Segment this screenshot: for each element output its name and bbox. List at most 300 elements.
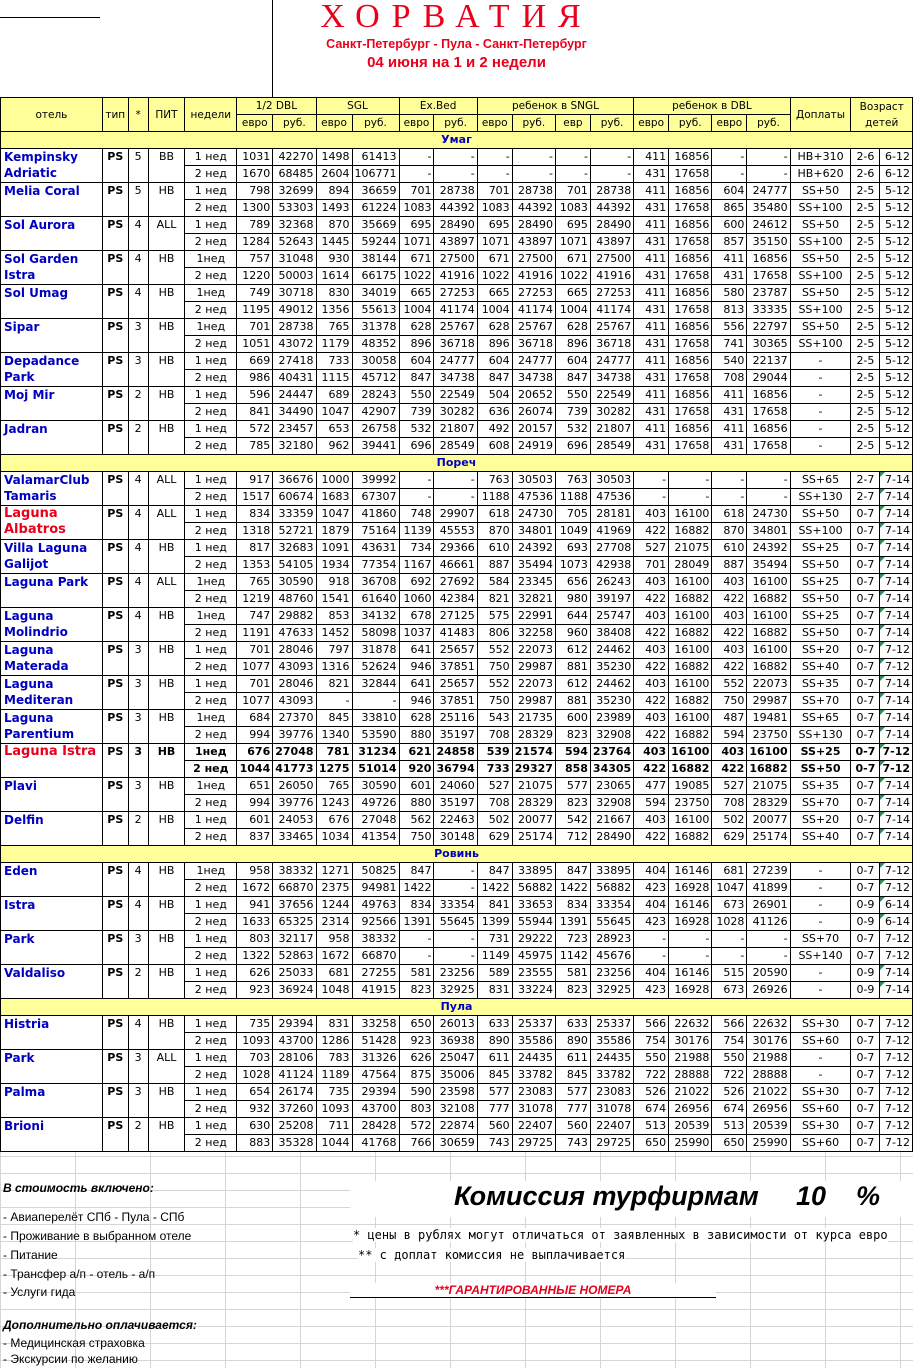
price-cell: 601 (399, 778, 434, 795)
price-cell: 22549 (434, 387, 477, 404)
price-cell: 674 (634, 1101, 669, 1118)
price-cell: 5-12 (880, 234, 913, 251)
weeks-cell: 2 нед (185, 948, 237, 965)
col-eur: евро (316, 115, 352, 132)
price-cell: 750 (399, 829, 434, 846)
price-cell: 610 (477, 540, 512, 557)
price-cell: 43897 (512, 234, 555, 251)
price-cell: 2-5 (851, 319, 880, 336)
weeks-cell: 1 нед (185, 421, 237, 438)
price-cell: 0-7 (851, 829, 880, 846)
table-row (1, 285, 913, 302)
price-cell: 1077 (237, 693, 273, 710)
table-row (1, 744, 913, 761)
price-cell: 693 (555, 540, 590, 557)
price-cell: 1073 (555, 557, 590, 574)
price-cell: 7-12 (880, 1101, 913, 1118)
price-cell: 711 (316, 1118, 352, 1135)
price-cell: 2-5 (851, 268, 880, 285)
price-cell: 1422 (477, 880, 512, 897)
price-cell: 32117 (273, 931, 316, 948)
table-row (1, 319, 913, 336)
extra-cell: SS+50 (790, 183, 851, 200)
extra-cell: SS+20 (790, 642, 851, 659)
price-cell: 24777 (590, 353, 633, 370)
price-cell: 28738 (590, 183, 633, 200)
price-cell: 24447 (273, 387, 316, 404)
price-cell: 1934 (316, 557, 352, 574)
price-cell: 16882 (747, 761, 790, 778)
price-cell: 27048 (352, 812, 399, 829)
price-cell: 51428 (352, 1033, 399, 1050)
price-cell: 28329 (747, 795, 790, 812)
price-cell: 29725 (512, 1135, 555, 1152)
price-cell: 651 (237, 778, 273, 795)
col-rub: руб. (273, 115, 316, 132)
price-cell: 25208 (273, 1118, 316, 1135)
price-cell: 654 (237, 1084, 273, 1101)
price-cell: 0-7 (851, 744, 880, 761)
weeks-cell: 1 нед (185, 676, 237, 693)
price-cell: 36924 (273, 982, 316, 999)
price-cell: 41916 (590, 268, 633, 285)
price-cell: 845 (316, 710, 352, 727)
price-cell: 16882 (747, 659, 790, 676)
price-table (0, 97, 913, 1152)
price-cell: 31078 (590, 1101, 633, 1118)
price-cell: 16100 (669, 506, 712, 523)
price-cell: 527 (634, 540, 669, 557)
price-cell: 404 (634, 863, 669, 880)
price-cell: 1047 (316, 506, 352, 523)
price-cell: 29044 (747, 370, 790, 387)
price-cell: 35230 (590, 693, 633, 710)
col-eur: евр (555, 115, 590, 132)
price-cell: 590 (399, 1084, 434, 1101)
price-cell: 29725 (590, 1135, 633, 1152)
extra-cell: SS+130 (790, 489, 851, 506)
price-cell: 708 (712, 370, 747, 387)
price-cell: 36708 (352, 574, 399, 591)
price-cell: 17658 (669, 336, 712, 353)
price-cell: 33782 (512, 1067, 555, 1084)
price-cell: 25174 (512, 829, 555, 846)
price-cell: 403 (712, 608, 747, 625)
price-cell: 28888 (669, 1067, 712, 1084)
price-cell: 7-14 (880, 591, 913, 608)
hotel-stars: 2 (128, 421, 148, 455)
price-cell: 43093 (273, 659, 316, 676)
price-cell: 16882 (669, 829, 712, 846)
region-row (1, 846, 913, 863)
hotel-stars: 4 (128, 608, 148, 642)
price-cell: 36659 (352, 183, 399, 200)
price-cell: 7-14 (880, 778, 913, 795)
price-cell: 881 (555, 693, 590, 710)
commission-unit: % (856, 1181, 881, 1211)
price-cell: 6-12 (880, 166, 913, 183)
price-cell: 676 (237, 744, 273, 761)
weeks-cell: 1нед (185, 710, 237, 727)
table-row (1, 353, 913, 370)
price-cell: 26013 (434, 1016, 477, 1033)
price-cell: 502 (477, 812, 512, 829)
price-cell: 701 (634, 557, 669, 574)
price-cell: 7-12 (880, 642, 913, 659)
price-cell: 708 (712, 795, 747, 812)
price-cell: 32368 (273, 217, 316, 234)
price-cell: 552 (477, 676, 512, 693)
extra-cell: SS+30 (790, 1118, 851, 1135)
price-cell: 20590 (747, 965, 790, 982)
price-cell: 16856 (747, 387, 790, 404)
price-cell: 22073 (512, 676, 555, 693)
price-cell: 834 (555, 897, 590, 914)
price-cell: 628 (555, 319, 590, 336)
price-cell: 671 (399, 251, 434, 268)
price-cell: 30590 (352, 778, 399, 795)
price-cell: 411 (634, 387, 669, 404)
price-cell: 28549 (434, 438, 477, 455)
price-cell: 0-7 (851, 659, 880, 676)
price-cell: 41969 (590, 523, 633, 540)
price-cell: 566 (712, 1016, 747, 1033)
price-cell: - (634, 489, 669, 506)
price-cell: 1049 (555, 523, 590, 540)
price-cell: 44392 (434, 200, 477, 217)
price-cell: 722 (712, 1067, 747, 1084)
price-cell: 1004 (477, 302, 512, 319)
price-cell: 2314 (316, 914, 352, 931)
price-cell: 30503 (512, 472, 555, 489)
price-cell: 847 (555, 370, 590, 387)
price-cell: 403 (634, 812, 669, 829)
price-cell: 50003 (273, 268, 316, 285)
price-cell: 581 (399, 965, 434, 982)
price-cell: 577 (555, 778, 590, 795)
price-cell: 77354 (352, 557, 399, 574)
extra-cell: SS+25 (790, 574, 851, 591)
price-cell: 431 (712, 268, 747, 285)
price-cell: 701 (399, 183, 434, 200)
price-cell: 765 (316, 778, 352, 795)
price-cell: 7-14 (880, 727, 913, 744)
price-cell: - (634, 931, 669, 948)
price-cell: 0-7 (851, 795, 880, 812)
price-cell: 5-12 (880, 370, 913, 387)
hotel-stars: 4 (128, 1016, 148, 1050)
price-cell: 41354 (352, 829, 399, 846)
price-cell: 431 (634, 404, 669, 421)
hotel-type: PS (102, 319, 128, 353)
price-cell: 689 (316, 387, 352, 404)
price-cell: 55645 (434, 914, 477, 931)
weeks-cell: 2 нед (185, 1135, 237, 1152)
price-cell: 611 (477, 1050, 512, 1067)
price-cell: 40431 (273, 370, 316, 387)
price-cell: 16928 (669, 982, 712, 999)
price-cell: 26901 (747, 897, 790, 914)
price-cell: 1004 (399, 302, 434, 319)
price-cell: 750 (477, 693, 512, 710)
price-cell: 1188 (477, 489, 512, 506)
price-cell: 26074 (512, 404, 555, 421)
price-cell: 22073 (747, 676, 790, 693)
weeks-cell: 1 нед (185, 1118, 237, 1135)
price-cell: 831 (316, 1016, 352, 1033)
hotel-meal: HB (148, 353, 185, 387)
price-cell: 5-12 (880, 336, 913, 353)
hotel-type: PS (102, 863, 128, 897)
price-cell: 48352 (352, 336, 399, 353)
hotel-type: PS (102, 1016, 128, 1050)
extra-cell: - (790, 421, 851, 438)
price-cell: 16100 (747, 574, 790, 591)
price-cell: 7-14 (880, 812, 913, 829)
region-row (1, 132, 913, 149)
table-row (1, 387, 913, 404)
price-cell: 20652 (512, 387, 555, 404)
price-cell: 67307 (352, 489, 399, 506)
price-cell: 674 (712, 1101, 747, 1118)
price-cell: 870 (316, 217, 352, 234)
price-cell: 43700 (273, 1033, 316, 1050)
price-cell: 27418 (273, 353, 316, 370)
col-child-sngl: ребенок в SNGL (477, 98, 633, 115)
price-cell: 5-12 (880, 251, 913, 268)
price-cell: 33782 (590, 1067, 633, 1084)
price-cell: 31878 (352, 642, 399, 659)
price-cell: - (712, 166, 747, 183)
price-cell: 7-14 (880, 506, 913, 523)
price-cell: 17658 (747, 268, 790, 285)
price-cell: 1517 (237, 489, 273, 506)
hotel-name: Villa Laguna Galijot (1, 540, 103, 574)
price-cell: 16856 (669, 319, 712, 336)
price-cell: 2-5 (851, 438, 880, 455)
hotel-type: PS (102, 574, 128, 608)
price-cell: 722 (634, 1067, 669, 1084)
price-cell: 650 (634, 1135, 669, 1152)
price-cell: 17658 (669, 268, 712, 285)
price-cell: 29394 (352, 1084, 399, 1101)
price-cell: 422 (712, 625, 747, 642)
price-cell: 39992 (352, 472, 399, 489)
price-cell: 0-7 (851, 540, 880, 557)
table-row (1, 642, 913, 659)
price-cell: 532 (555, 421, 590, 438)
price-cell: 7-12 (880, 1033, 913, 1050)
hotel-stars: 4 (128, 540, 148, 574)
price-cell: 431 (634, 302, 669, 319)
hotel-type: PS (102, 897, 128, 931)
price-cell: 403 (634, 608, 669, 625)
price-cell: 27500 (512, 251, 555, 268)
price-cell: 0-7 (851, 625, 880, 642)
price-cell: 65325 (273, 914, 316, 931)
price-cell: 41768 (352, 1135, 399, 1152)
price-cell: 673 (712, 897, 747, 914)
hotel-type: PS (102, 217, 128, 251)
price-cell: 0-9 (851, 897, 880, 914)
hotel-stars: 4 (128, 863, 148, 897)
price-cell: 543 (477, 710, 512, 727)
price-cell: 7-14 (880, 472, 913, 489)
price-cell: 16856 (669, 387, 712, 404)
extra-cell: SS+60 (790, 1135, 851, 1152)
extra-item: - Медицинская страховка (3, 1336, 145, 1350)
hotel-name: Moj Mir (1, 387, 103, 421)
price-cell: 526 (634, 1084, 669, 1101)
weeks-cell: 2 нед (185, 166, 237, 183)
price-cell: 1541 (316, 591, 352, 608)
table-row (1, 965, 913, 982)
price-cell: 7-12 (880, 863, 913, 880)
price-cell: 986 (237, 370, 273, 387)
price-cell: - (712, 948, 747, 965)
price-cell: 7-14 (880, 982, 913, 999)
extra-cell: SS+50 (790, 761, 851, 778)
weeks-cell: 2 нед (185, 761, 237, 778)
price-cell: 48760 (273, 591, 316, 608)
region-name: Ровинь (1, 846, 913, 863)
price-cell: 0-7 (851, 1050, 880, 1067)
hotel-meal: HB (148, 421, 185, 455)
weeks-cell: 2 нед (185, 336, 237, 353)
extra-cell: SS+50 (790, 285, 851, 302)
table-row (1, 574, 913, 591)
hotel-name: Melia Coral (1, 183, 103, 217)
price-cell: 513 (712, 1118, 747, 1135)
price-cell: 994 (237, 727, 273, 744)
price-cell: 7-14 (880, 625, 913, 642)
price-cell: 748 (399, 506, 434, 523)
price-cell: 30503 (590, 472, 633, 489)
price-cell: 16856 (669, 149, 712, 166)
price-cell: 23345 (512, 574, 555, 591)
price-cell: 1083 (477, 200, 512, 217)
price-cell: 552 (477, 642, 512, 659)
hotel-stars: 3 (128, 353, 148, 387)
price-cell: 22874 (434, 1118, 477, 1135)
price-cell: 31378 (352, 319, 399, 336)
price-cell: 656 (555, 574, 590, 591)
price-cell: 1022 (477, 268, 512, 285)
price-cell: 35480 (747, 200, 790, 217)
price-cell: 1683 (316, 489, 352, 506)
price-cell: 650 (712, 1135, 747, 1152)
col-sgl: SGL (316, 98, 399, 115)
price-cell: 30282 (590, 404, 633, 421)
hotel-meal: HB (148, 1084, 185, 1118)
hotel-meal: BB (148, 149, 185, 183)
price-cell: 16100 (669, 676, 712, 693)
price-cell: 754 (634, 1033, 669, 1050)
table-row (1, 183, 913, 200)
route-subtitle: Санкт-Петербург - Пула - Санкт-Петербург (326, 37, 587, 51)
price-cell: 1048 (316, 982, 352, 999)
weeks-cell: 1нед (185, 744, 237, 761)
hotel-name: Laguna Mediteran (1, 676, 103, 710)
weeks-cell: 2 нед (185, 659, 237, 676)
price-cell: 33224 (512, 982, 555, 999)
price-cell: 43072 (273, 336, 316, 353)
weeks-cell: 2 нед (185, 1033, 237, 1050)
price-cell: 16100 (747, 744, 790, 761)
price-cell: 1670 (237, 166, 273, 183)
hotel-meal: HB (148, 183, 185, 217)
price-cell: 741 (712, 336, 747, 353)
price-cell: 33465 (273, 829, 316, 846)
price-cell: - (747, 166, 790, 183)
price-cell: 7-14 (880, 710, 913, 727)
price-cell: 21667 (590, 812, 633, 829)
hotel-meal: HB (148, 778, 185, 812)
price-cell: 33895 (512, 863, 555, 880)
price-cell: 35006 (434, 1067, 477, 1084)
price-cell: 42938 (590, 557, 633, 574)
price-cell: 2375 (316, 880, 352, 897)
price-cell: 16882 (669, 761, 712, 778)
price-cell: - (477, 166, 512, 183)
price-cell: 0-7 (851, 710, 880, 727)
price-cell: 1022 (555, 268, 590, 285)
col-rub: руб. (747, 115, 790, 132)
price-cell: 785 (237, 438, 273, 455)
price-cell: 43631 (352, 540, 399, 557)
extra-cell: SS+20 (790, 812, 851, 829)
price-cell: 27048 (273, 744, 316, 761)
price-cell: 0-7 (851, 1033, 880, 1050)
price-cell: 37851 (434, 693, 477, 710)
extra-cell: SS+60 (790, 1101, 851, 1118)
weeks-cell: 1 нед (185, 812, 237, 829)
price-cell: 51014 (352, 761, 399, 778)
price-cell: 36676 (273, 472, 316, 489)
price-cell: 735 (316, 1084, 352, 1101)
price-cell: 581 (555, 965, 590, 982)
price-cell: 1191 (237, 625, 273, 642)
price-cell: 628 (477, 319, 512, 336)
price-cell: 41860 (352, 506, 399, 523)
hotel-name: Istra (1, 897, 103, 931)
price-cell: 1316 (316, 659, 352, 676)
table-row (1, 676, 913, 693)
price-cell: 21075 (669, 540, 712, 557)
hotel-stars: 3 (128, 319, 148, 353)
weeks-cell: 1 нед (185, 965, 237, 982)
price-cell: 31048 (273, 251, 316, 268)
price-cell: 422 (712, 591, 747, 608)
price-cell: 887 (712, 557, 747, 574)
price-cell: 1047 (316, 404, 352, 421)
price-cell: 781 (316, 744, 352, 761)
price-cell: 22549 (590, 387, 633, 404)
price-cell: 853 (316, 608, 352, 625)
price-cell: - (434, 472, 477, 489)
price-cell: 30365 (747, 336, 790, 353)
price-cell: 626 (237, 965, 273, 982)
price-cell: 841 (237, 404, 273, 421)
price-cell: 28329 (512, 795, 555, 812)
price-cell: 30176 (747, 1033, 790, 1050)
extra-cell: SS+30 (790, 1016, 851, 1033)
extra-cell: SS+60 (790, 1033, 851, 1050)
price-cell: 61640 (352, 591, 399, 608)
price-cell: 32108 (434, 1101, 477, 1118)
price-cell: 671 (477, 251, 512, 268)
price-cell: 33258 (352, 1016, 399, 1033)
